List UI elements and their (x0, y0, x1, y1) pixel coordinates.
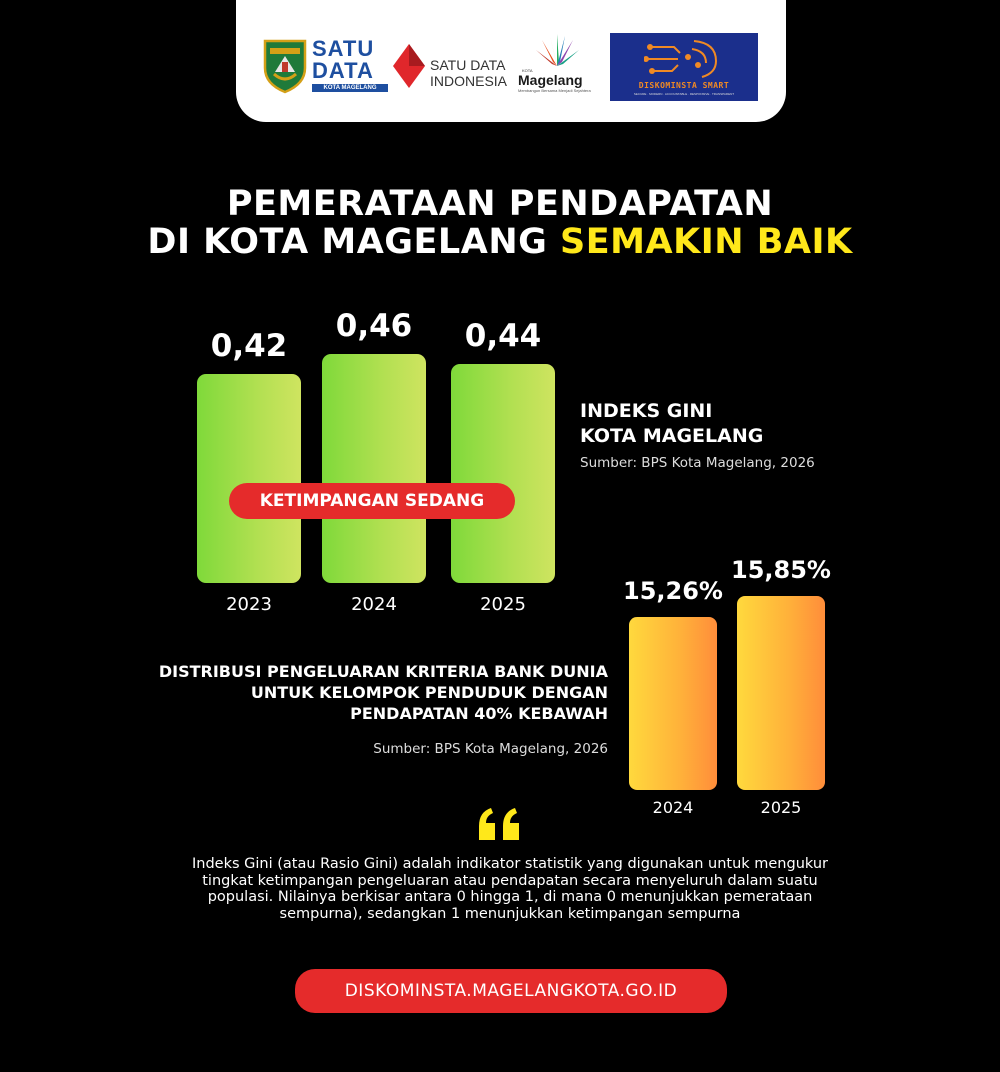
distribution-heading-line1: DISTRIBUSI PENGELUARAN KRITERIA BANK DUNIA (158, 662, 608, 681)
satu-data-indonesia-diamond-icon (391, 42, 427, 90)
circuit-head-icon (644, 37, 724, 79)
sdi-line1: SATU DATA (430, 57, 506, 73)
distribution-value-label-2024: 15,26% (623, 577, 723, 606)
gini-bar-2025 (451, 364, 555, 583)
gini-value-label-2023: 0,42 (210, 327, 288, 364)
distribution-heading-line2: UNTUK KELOMPOK PENDUDUK DENGAN (250, 683, 608, 702)
magelang-name: Magelang (518, 72, 583, 88)
gini-heading (580, 399, 763, 449)
gini-year-label-2024: 2024 (351, 594, 397, 615)
gini-year-label-2025: 2025 (480, 594, 526, 615)
gini-value-label-2024: 0,46 (335, 308, 413, 344)
quote-icon (477, 806, 523, 842)
distribution-bar-2024 (629, 617, 717, 790)
diskominsta-smart-logo (610, 33, 758, 101)
sdi-line2: INDONESIA (430, 73, 508, 89)
description (160, 856, 860, 922)
description-line2: tingkat ketimpangan pengeluaran atau pendapatan secara menyeluruh dalam suatu (202, 872, 818, 889)
gini-year-label-2023: 2023 (226, 594, 272, 615)
title-line1: PEMERATAAN PENDAPATAN (226, 184, 774, 224)
distribution-heading (100, 661, 608, 724)
distribution-source: Sumber: BPS Kota Magelang, 2026 (373, 741, 608, 757)
gini-source: Sumber: BPS Kota Magelang, 2026 (580, 455, 815, 471)
title-line2-prefix: DI KOTA MAGELANG (147, 222, 548, 262)
title-highlight: SEMAKIN BAIK (560, 222, 853, 262)
description-line3: populasi. Nilainya berkisar antara 0 hingga 1, di mana 0 menunjukkan pemerataan (207, 889, 813, 905)
gini-heading-line2: KOTA MAGELANG (580, 425, 764, 447)
magelang-small: KOTA (522, 68, 533, 73)
kota-magelang-crest-icon (262, 38, 308, 94)
distribution-value-label-2025: 15,85% (731, 556, 831, 584)
gini-value-label-2025: 0,44 (464, 317, 542, 354)
magelang-burst-icon (532, 34, 582, 68)
satu-data-logo (312, 38, 388, 96)
distribution-bar-2025 (737, 596, 825, 790)
gini-bar-2023 (197, 374, 301, 583)
logo-header (236, 0, 786, 122)
satu-data-second: DATA (312, 58, 374, 83)
magelang-tagline: Membangun Bersama Menjadi Sejahtera (518, 88, 591, 93)
gini-bar-2024 (322, 354, 426, 583)
diskominsta-tagline: SECURE · MODERN · ACCOUNTABLE · RESPONSIVE · TRANSPARENT (633, 92, 735, 96)
description-line1: Indeks Gini (atau Rasio Gini) adalah indikator statistik yang digunakan untuk mengukur (191, 856, 828, 872)
description-line4: sempurna), sedangkan 1 menunjukkan ketimpangan sempurna (279, 905, 741, 922)
title-line2 (0, 222, 1000, 262)
website-url-link[interactable]: DISKOMINSTA.MAGELANGKOTA.GO.ID (295, 969, 727, 1013)
magelang-logo-text (518, 68, 598, 93)
diskominsta-name: DISKOMINSTA SMART (638, 81, 730, 90)
distribution-heading-line3: PENDAPATAN 40% KEBAWAH (350, 704, 608, 723)
distribution-year-label-2024: 2024 (652, 798, 694, 817)
satu-data-main: SATU (312, 36, 375, 61)
satu-data-indonesia-text (430, 57, 514, 89)
quote-mark (0, 806, 1000, 846)
gini-heading-line1: INDEKS GINI (580, 400, 713, 422)
distribution-year-label-2025: 2025 (760, 798, 802, 817)
ketimpangan-badge: KETIMPANGAN SEDANG (229, 483, 515, 519)
satu-data-sub: KOTA MAGELANG (312, 84, 388, 92)
